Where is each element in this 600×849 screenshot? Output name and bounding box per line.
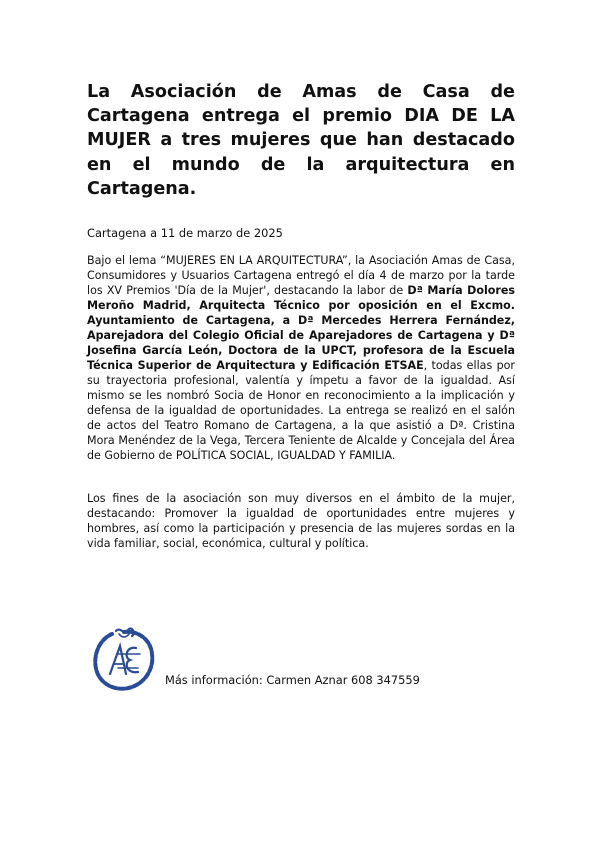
press-release-title: La Asociación de Amas de Casa de Cartagena entrega el premio DIA DE LA MUJER a tres mujeres que han destacado en el mundo de la arquitectura en Cartagena.: [87, 82, 515, 199]
paragraph-1-text-end: , todas ellas por su trayectoria profesional, valentía y ímpetu a favor de la igualdad. Así mismo se les nombró Socia de Honor en reconocimiento a la implicación y defensa de la igualdad de oportunidades. La entrega se realizó en el salón de actos del Teatro Romano de Cartagena, a la que asistió a Dª. Cristina Mora Menéndez de la Vega, Tercera Teniente de Alcalde y Concejala del Área de Gobierno de POLÍTICA SOCIAL, IGUALDAD Y FAMILIA.: [87, 359, 515, 462]
contact-info: Más información: Carmen Aznar 608 347559: [165, 673, 420, 687]
association-logo-icon: [88, 624, 160, 696]
paragraph-1-bold-honorees: Dª María Dolores Meroño Madrid, Arquitecta Técnico por oposición en el Excmo. Ayuntamiento de Cartagena, a Dª Mercedes Herrera Fernández, Aparejadora del Colegio Oficial de Aparejadores de Cartagena y Dª Josefina García León, Doctora de la UPCT, profesora de la Escuela Técnica Superior de Arquitectura y Edificación ETSAE: [87, 284, 515, 372]
paragraph-1-text-start: Bajo el lema “MUJERES EN LA ARQUITECTURA”, la Asociación Amas de Casa, Consumidores y Usuarios Cartagena entregó el día 4 de marzo por la tarde los XV Premios 'Día de la Mujer', destacando la labor de: [87, 254, 515, 297]
date-line: Cartagena a 11 de marzo de 2025: [87, 226, 283, 240]
body-paragraph-2: Los fines de la asociación son muy diversos en el ámbito de la mujer, destacando: Promover la igualdad de oportunidades entre mujeres y hombres, así como la participación y presencia de las mujeres sordas en la vida familiar, social, económica, cultural y política.: [87, 492, 515, 550]
body-paragraph-1: [87, 253, 515, 463]
